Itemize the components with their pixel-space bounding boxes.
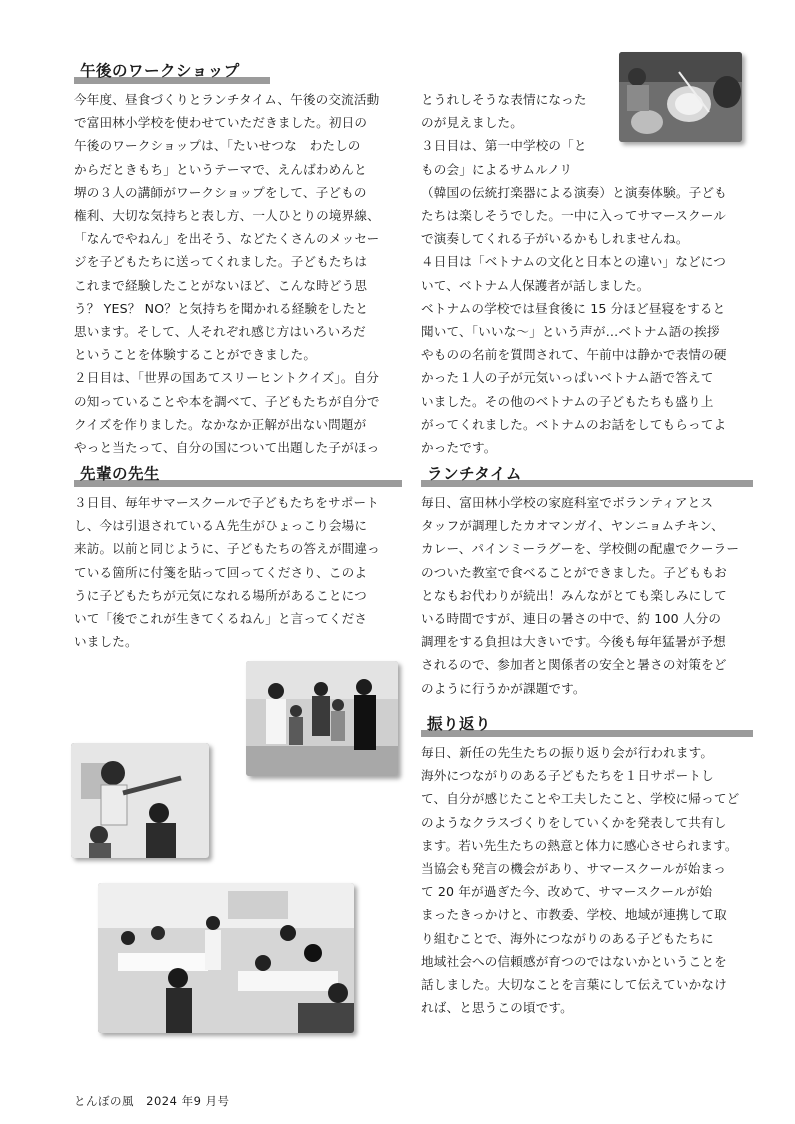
text-line: ている箇所に付箋を貼って回ってくださり、このよ	[74, 564, 368, 580]
text-line: 海外につながりのある子どもたちを１日サポートし	[421, 768, 714, 784]
text-line: 思います。そして、人それぞれ感じ方はいろいろだ	[74, 324, 366, 340]
text-line: し、今は引退されているＡ先生がひょっこり会場に	[74, 518, 368, 534]
text-line: となもお代わりが続出！みんながとても楽しみにして	[421, 587, 727, 603]
footer	[74, 1093, 230, 1109]
text-line: いる時間ですが、連日の暑さの中で、約 100 人分の	[421, 611, 722, 627]
text-line: 調理をする負担は大きいです。今後も毎年猛暑が予想	[421, 634, 726, 650]
text-line: たちは楽しそうでした。一中に入ってサマースクール	[421, 208, 726, 224]
classroom-photo	[71, 743, 209, 858]
text-line: て、自分が感じたことや工夫したこと、学校に帰ってど	[421, 791, 740, 807]
text-line: （韓国の伝統打楽器による演奏）と演奏体験。子ども	[421, 184, 727, 200]
text-line: で演奏してくれる子がいるかもしれませんね。	[421, 231, 689, 247]
text-line: かった１人の子が元気いっぱいベトナム語で答えて	[421, 370, 714, 386]
text-line: れば、と思うこの頃です。	[421, 1000, 573, 1016]
text-line: ジを子どもたちに送ってくれました。子どもたちは	[74, 254, 368, 270]
workshop-heading: 午後のワークショップ	[74, 60, 270, 84]
text-line: うに子どもたちが元気になれる場所があることにつ	[74, 587, 367, 603]
text-line: のようなクラスづくりをしていくかを発表して共有し	[421, 814, 727, 830]
senpai-body	[74, 485, 396, 653]
text-line: て 20 年が過ぎた今、改めて、サマースクールが始	[421, 884, 713, 900]
reflection-body	[421, 735, 747, 1019]
text-line: もの会」によるサムルノリ	[421, 161, 573, 177]
text-line: 話しました。大切なことを言葉にして伝えていかなけ	[421, 977, 727, 993]
text-line: いて「後でこれが生きてくるねん」と言ってくださ	[74, 611, 368, 627]
text-line: やものの名前を質問されて、午前中は静かで表情の硬	[421, 347, 727, 363]
group-classroom-photo	[98, 883, 354, 1033]
text-line: やっと当たって、自分の国について出題した子がほっ	[74, 440, 380, 456]
text-line: 権利、大切な気持ちと表し方、一人ひとりの境界線、	[74, 208, 380, 224]
text-line: ４日目は「ベトナムの文化と日本との違い」などにつ	[421, 254, 726, 270]
lunch-body	[421, 485, 747, 700]
text-line: 今年度、昼食づくりとランチタイム、午後の交流活動	[74, 92, 380, 107]
gym-activity-photo	[246, 661, 398, 776]
text-line: り組むことで、海外につながりのある子どもたちに	[421, 930, 714, 946]
text-line: からだときもち」というテーマで、えんばわめんと	[74, 161, 367, 177]
text-line: 来訪。以前と同じように、子どもたちの答えが間違っ	[74, 541, 380, 557]
text-line: で富田林小学校を使わせていただきました。初日の	[74, 115, 368, 131]
text-line: いました。その他のベトナムの子どもたちも盛り上	[421, 393, 714, 409]
senpai-heading: 先輩の先生	[74, 463, 402, 487]
text-line: 当協会も発言の機会があり、サマースクールが始まっ	[421, 861, 726, 877]
text-line: いて、ベトナム人保護者が話しました。	[421, 277, 650, 293]
text-line: とうれしそうな表情になった	[421, 92, 587, 107]
text-line: クイズを作りました。なかなか正解が出ない問題が	[74, 416, 367, 432]
text-line: ３日目は、第一中学校の「と	[421, 138, 587, 154]
reflection-heading: 振り返り	[421, 713, 753, 737]
text-line: う？ YES？ NO？と気持ちを聞かれる経験をしたと	[74, 300, 369, 316]
text-line: 毎日、新任の先生たちの振り返り会が行われます。	[421, 745, 714, 760]
text-line: ベトナムの学校では昼食後に 15 分ほど昼寝をすると	[421, 300, 726, 316]
text-line: ということを体験することができました。	[74, 347, 317, 363]
publication-name: とんぼの風	[74, 1094, 134, 1108]
text-line: 堺の３人の講師がワークショップをして、子どもの	[74, 184, 367, 200]
text-line: のが見えました。	[421, 115, 523, 131]
text-line: 聞いて、「いいな～」という声が…ベトナム語の挨拶	[421, 324, 720, 340]
text-line: ます。若い先生たちの熱意と体力に感心させられます。	[421, 837, 738, 853]
samulnori-photo	[619, 52, 742, 142]
text-line: カレー、パインミーラグーを、学校側の配慮でクーラー	[421, 541, 740, 557]
text-line: 「なんでやねん」を出そう、などたくさんのメッセー	[74, 231, 380, 247]
text-line: まったきっかけと、市教委、学校、地域が連携して取	[421, 907, 727, 923]
lunch-heading: ランチタイム	[421, 463, 753, 487]
issue-date: 2024 年9 月号	[146, 1094, 230, 1108]
text-line: これまで経験したことがないほど、こんな時どう思	[74, 277, 368, 293]
text-line: の知っていることや本を調べて、子どもたちが自分で	[74, 393, 380, 409]
workshop-body	[74, 82, 396, 459]
text-line: いました。	[74, 634, 138, 650]
text-line: のついた教室で食べることができました。子どももお	[421, 564, 727, 580]
text-line: 地域社会への信頼感が育つのではないかということを	[421, 953, 727, 969]
text-line: 午後のワークショップは、「たいせつな わたしの	[74, 138, 361, 154]
text-line: ３日目、毎年サマースクールで子どもたちをサポート	[74, 495, 379, 510]
text-line: かったです。	[421, 440, 497, 456]
text-line: ２日目は、「世界の国あてスリーヒントクイズ」。自分	[74, 370, 379, 386]
text-line: 毎日、富田林小学校の家庭科室でボランティアとス	[421, 495, 714, 510]
text-line: されるので、参加者と関係者の安全と暑さの対策をど	[421, 657, 727, 673]
text-line: タッフが調理したカオマンガイ、ヤンニョムチキン、	[421, 518, 724, 534]
text-line: がってくれました。ベトナムのお話をしてもらってよ	[421, 416, 727, 432]
text-line: のように行うかが課題です。	[421, 680, 586, 696]
